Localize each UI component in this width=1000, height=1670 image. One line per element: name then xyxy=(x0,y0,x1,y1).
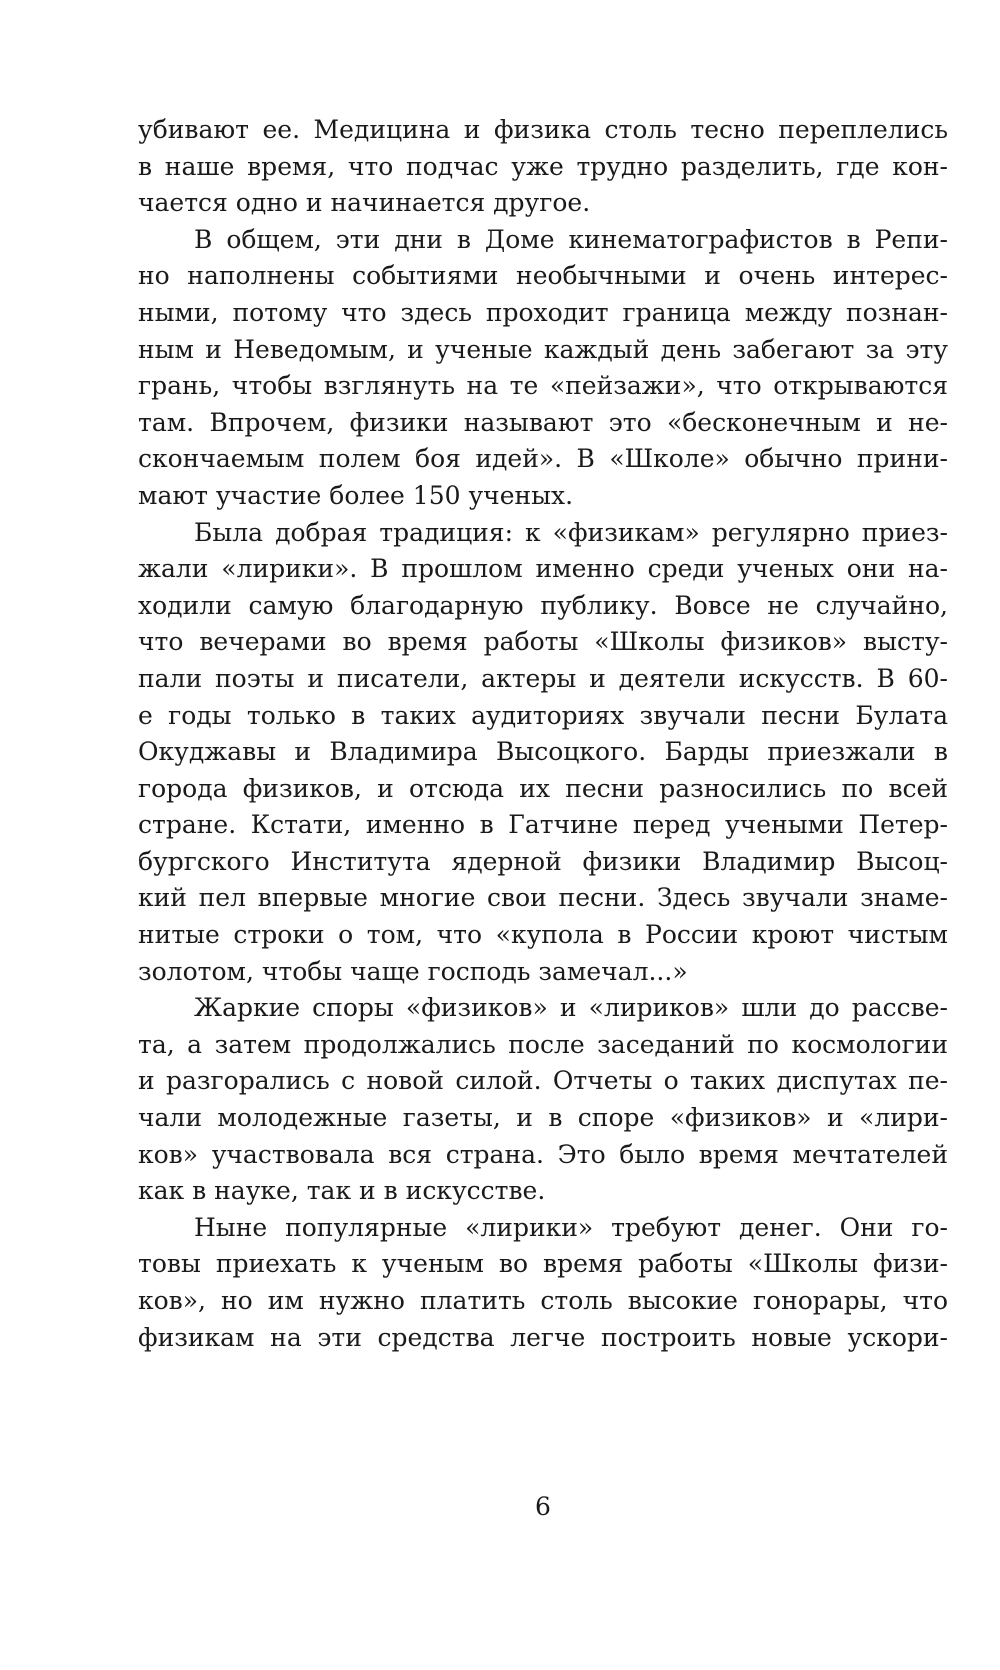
text-line: убивают ее. Медицина и физика столь тесно переплелись xyxy=(138,115,948,144)
text-line: нитые строки о том, что «купола в России кроют чистым xyxy=(138,920,948,950)
text-line: Ныне популярные «лирики» требуют денег. Они го- xyxy=(194,1212,948,1242)
text-line: кий пел впервые многие свои песни. Здесь звучали знаме- xyxy=(138,883,948,913)
text-line: и разгорались с новой силой. Отчеты о таких диспутах пе- xyxy=(138,1066,948,1096)
text-line: чается одно и начинается другое. xyxy=(138,188,591,218)
text-line: В общем, эти дни в Доме кинематографистов в Репи- xyxy=(194,224,948,254)
page-number: 6 xyxy=(535,1492,551,1521)
text-line: Жаркие споры «физиков» и «лириков» шли до рассве- xyxy=(194,993,948,1023)
text-line: жали «лирики». В прошлом именно среди ученых они на- xyxy=(138,554,948,584)
text-line: в наше время, что подчас уже трудно разделить, где кон- xyxy=(138,151,948,181)
text-line: пали поэты и писатели, актеры и деятели искусств. В 60- xyxy=(138,663,948,693)
text-line: как в науке, так и в искусстве. xyxy=(138,1176,546,1206)
text-line: там. Впрочем, физики называют это «бесконечным и не- xyxy=(138,407,948,437)
text-line: стране. Кстати, именно в Гатчине перед учеными Петер- xyxy=(138,810,948,840)
text-line: ков», но им нужно платить столь высокие гонорары, что xyxy=(138,1286,948,1315)
text-line: но наполнены событиями необычными и очень интерес- xyxy=(138,261,948,291)
text-line: е годы только в таких аудиториях звучали песни Булата xyxy=(138,700,948,730)
text-line: города физиков, и отсюда их песни разносились по всей xyxy=(138,773,948,803)
text-line: товы приехать к ученым во время работы «Школы физи- xyxy=(138,1249,948,1279)
text-line: ным и Неведомым, и ученые каждый день забегают за эту xyxy=(138,334,948,364)
text-line: бургского Института ядерной физики Владимир Высоц- xyxy=(138,846,948,876)
text-line: ходили самую благодарную публику. Вовсе не случайно, xyxy=(138,590,948,620)
text-line: ными, потому что здесь проходит граница между познан- xyxy=(138,297,948,327)
text-line: скончаемым полем боя идей». В «Школе» обычно прини- xyxy=(138,444,948,474)
text-line: что вечерами во время работы «Школы физиков» высту- xyxy=(138,627,948,657)
text-line: золотом, чтобы чаще господь замечал...» xyxy=(138,956,688,986)
text-line: Была добрая традиция: к «физикам» регулярно приез- xyxy=(194,517,948,547)
text-line: Окуджавы и Владимира Высоцкого. Барды приезжали в xyxy=(138,737,948,767)
text-line: мают участие более 150 ученых. xyxy=(138,480,574,510)
text-line: грань, чтобы взглянуть на те «пейзажи», что открываются xyxy=(138,371,948,401)
text-line: ков» участвовала вся страна. Это было время мечтателей xyxy=(138,1139,948,1169)
text-line: та, а затем продолжались после заседаний по космологии xyxy=(138,1029,948,1059)
text-line: чали молодежные газеты, и в споре «физиков» и «лири- xyxy=(138,1103,948,1133)
body-text xyxy=(138,112,948,1356)
text-line: физикам на эти средства легче построить новые ускори- xyxy=(138,1322,948,1352)
